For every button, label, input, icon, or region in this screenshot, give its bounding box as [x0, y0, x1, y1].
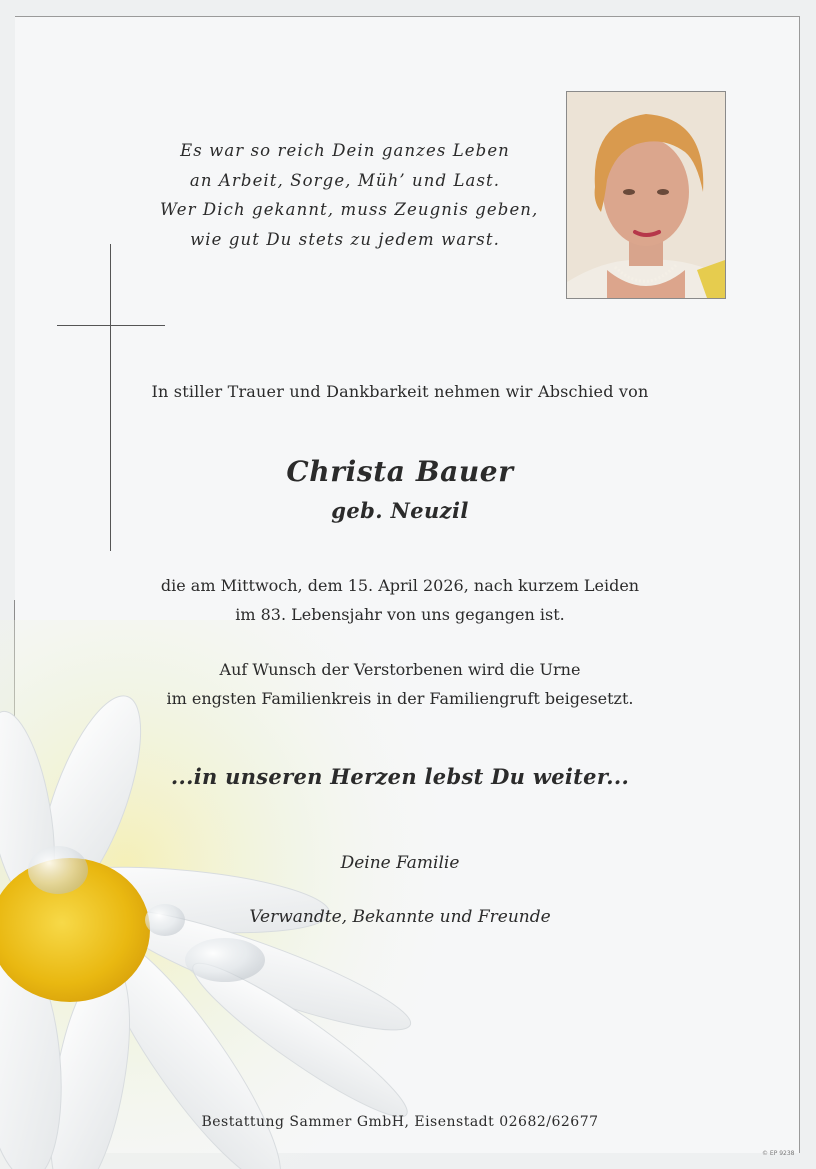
- poem-line: wie gut Du stets zu jedem warst.: [190, 229, 500, 249]
- intro-text: In stiller Trauer und Dankbarkeit nehmen wir Abschied von: [151, 382, 649, 401]
- deceased-name: Christa Bauer: [286, 455, 514, 488]
- poem-line: Es war so reich Dein ganzes Leben: [180, 141, 510, 160]
- poem: [160, 136, 539, 254]
- mourners-family: Deine Familie: [340, 853, 460, 873]
- mourners-others: Verwandte, Bekannte und Freunde: [249, 907, 551, 927]
- burial-notice: [150, 655, 650, 713]
- poem-line: an Arbeit, Sorge, Müh’ und Last.: [189, 170, 501, 190]
- maiden-name: geb. Neuzil: [331, 498, 469, 523]
- portrait-photo: [566, 91, 726, 299]
- funeral-home-footer: Bestattung Sammer GmbH, Eisenstadt 02682/62677: [201, 1114, 599, 1130]
- death-notice-line: im 83. Lebensjahr von uns gegangen ist.: [235, 605, 565, 624]
- cross-horizontal-bar: [57, 325, 165, 326]
- poem-line: Wer Dich gekannt, muss Zeugnis geben,: [160, 200, 539, 219]
- burial-notice-line: im engsten Familienkreis in der Familiengruft beigesetzt.: [166, 689, 634, 708]
- death-notice: [150, 571, 650, 629]
- motto: ...in unseren Herzen lebst Du weiter...: [170, 764, 630, 789]
- cross-vertical-bar: [110, 244, 111, 551]
- death-notice-line: die am Mittwoch, dem 15. April 2026, nach kurzem Leiden: [160, 576, 640, 595]
- portrait-drawing: [567, 92, 725, 298]
- burial-notice-line: Auf Wunsch der Verstorbenen wird die Urne: [219, 660, 581, 679]
- print-code: © EP 9238: [762, 1150, 795, 1157]
